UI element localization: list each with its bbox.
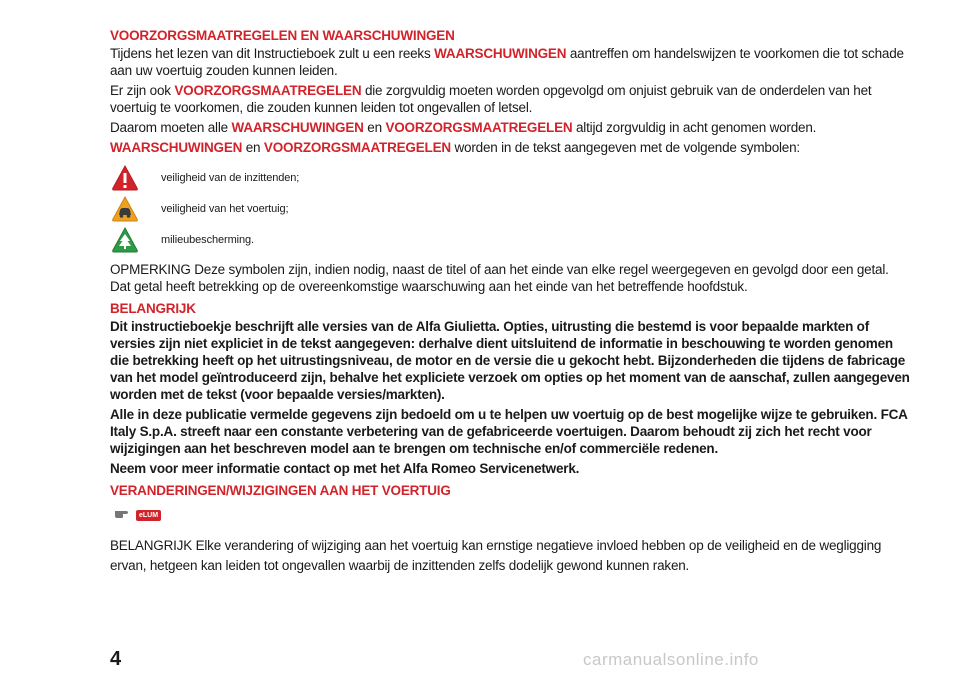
warnings-keyword: WAARSCHUWINGEN	[434, 46, 567, 61]
section-title-changes: VERANDERINGEN/WIJZIGINGEN AAN HET VOERTUIG	[110, 483, 451, 498]
text-run: altijd zorgvuldig in acht genomen worden.	[572, 120, 817, 135]
paragraph-observe	[110, 119, 910, 136]
section-title-precautions: VOORZORGSMAATREGELEN EN WAARSCHUWINGEN	[110, 28, 455, 43]
symbol-row-environment	[110, 224, 910, 255]
changes-paragraph: BELANGRIJK Elke verandering of wijziging aan het voertuig kan ernstige negatieve invloed hebben op de veiligheid en de wegligging ervan, hetgeen kan leiden tot ongevallen waarbij de inzittenden zelfs dodelijk gewond kunnen raken.	[110, 538, 882, 573]
symbol-row-occupant	[110, 162, 910, 193]
note-paragraph: OPMERKING Deze symbolen zijn, indien nodig, naast de titel of aan het einde van elke regel weergegeven en gevolgd door een getal. Dat getal heeft betrekking op de overeenkomstige waarschuwing aan het einde van het betreffende hoofdstuk.	[110, 262, 889, 294]
paragraph-intro	[110, 45, 910, 79]
elum-indicator	[114, 504, 910, 526]
environment-icon	[110, 226, 140, 254]
important-paragraph-2: Alle in deze publicatie vermelde gegevens zijn bedoeld om u te helpen uw voertuig op de best mogelijke wijze te gebruiken. FCA Italy S.p.A. streeft naar een constante verbetering van de gefabriceerde voertuigen. Daarom behoudt zij zich het recht voor wijzigingen aan het beschreven model aan te brengen om technische en/of commerciële redenen.	[110, 407, 908, 456]
text-run: aantreffen om handelswijzen te voorkomen die tot schade aan uw voertuig zouden kunnen leiden.	[110, 46, 904, 78]
symbol-label: veiligheid van de inzittenden;	[161, 171, 300, 184]
warnings-keyword: WAARSCHUWINGEN	[110, 140, 243, 155]
important-paragraph-3: Neem voor meer informatie contact op met het Alfa Romeo Servicenetwerk.	[110, 461, 580, 476]
pointing-hand-icon	[114, 506, 134, 524]
text-run: die zorgvuldig moeten worden opgevolgd om onjuist gebruik van de onderdelen van het voertuig te voorkomen, die zouden kunnen leiden tot ongevallen of letsel.	[110, 83, 872, 115]
vehicle-safety-icon	[110, 195, 140, 223]
precautions-keyword: VOORZORGSMAATREGELEN	[385, 120, 573, 135]
important-paragraph-1: Dit instructieboekje beschrijft alle versies van de Alfa Giulietta. Opties, uitrusting die bestemd is voor bepaalde markten of versies zijn niet expliciet in de tekst aangegeven: derhalve dient uitsluitend de informatie in beschouwing te worden genomen die betrekking heeft op het uitrustingsniveau, de motor en de versie die u gekocht hebt. Bijzonderheden die tijdens de fabricage van het model geïntroduceerd zijn, behalve het expliciete verzoek om opties op het moment van de aanschaf, zullen aangegeven worden met de tekst (voor bepaalde versies/markten).	[110, 319, 910, 402]
text-run: en	[363, 120, 386, 135]
precautions-keyword: VOORZORGSMAATREGELEN	[174, 83, 362, 98]
precautions-keyword: VOORZORGSMAATREGELEN	[263, 140, 451, 155]
occupant-safety-icon	[110, 164, 140, 192]
symbol-label: milieubescherming.	[161, 233, 254, 246]
paragraph-symbols-intro	[110, 139, 910, 156]
text-run: Er zijn ook	[110, 83, 175, 98]
page-number: 4	[110, 648, 122, 670]
section-title-important: BELANGRIJK	[110, 301, 196, 316]
text-run: en	[242, 140, 264, 155]
manual-page	[110, 28, 910, 579]
elum-badge: eLUM	[136, 510, 161, 521]
symbol-row-vehicle	[110, 193, 910, 224]
text-run: Daarom moeten alle	[110, 120, 232, 135]
watermark: carmanualsonline.info	[583, 650, 759, 669]
symbol-label: veiligheid van het voertuig;	[161, 202, 289, 215]
symbol-list	[110, 162, 910, 255]
warnings-keyword: WAARSCHUWINGEN	[231, 120, 364, 135]
paragraph-precautions	[110, 82, 910, 116]
text-run: Tijdens het lezen van dit Instructieboek zult u een reeks	[110, 46, 435, 61]
text-run: worden in de tekst aangegeven met de volgende symbolen:	[450, 140, 800, 155]
